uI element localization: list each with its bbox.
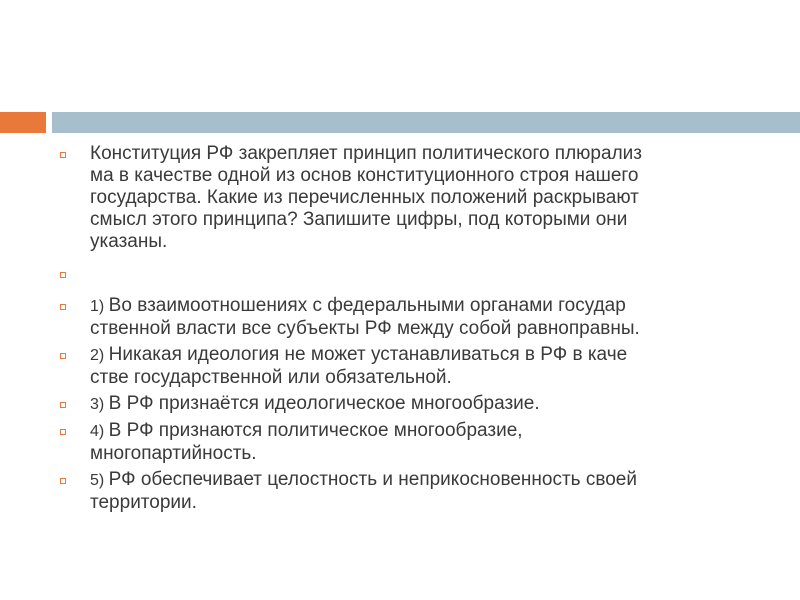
option-item-3	[58, 393, 778, 416]
slide-content	[58, 143, 778, 518]
question-text: Конституция РФ закрепляет принцип политического плюрализ ма в качестве одной из основ конституционного строя нашего государства. Какие из перечисленных положений раскрывают смысл этого принципа? Запишите цифры, под которыми они указаны.	[90, 143, 642, 252]
square-bullet-icon	[60, 353, 66, 359]
question-item	[58, 143, 778, 253]
option-text: Никакая идеология не может устанавливаться в РФ в каче стве государственной или обязательной.	[90, 344, 628, 388]
square-bullet-icon	[60, 478, 66, 484]
option-text: В РФ признаётся идеологическое многообразие.	[108, 393, 540, 414]
option-number: 3)	[90, 396, 109, 413]
square-bullet-icon	[60, 272, 66, 278]
option-number: 5)	[90, 472, 109, 489]
option-item-1	[58, 295, 778, 340]
header-accent-orange	[0, 112, 46, 133]
option-text: РФ обеспечивает целостность и неприкосновенность своей территории.	[90, 469, 637, 513]
option-number: 4)	[90, 423, 109, 440]
empty-item	[58, 263, 778, 285]
option-number: 2)	[90, 347, 109, 364]
square-bullet-icon	[60, 152, 66, 158]
option-number: 1)	[90, 298, 109, 315]
square-bullet-icon	[60, 402, 66, 408]
header-accent-blue	[52, 112, 800, 133]
option-item-4	[58, 420, 778, 465]
square-bullet-icon	[60, 304, 66, 310]
option-item-5	[58, 469, 778, 514]
option-text: Во взаимоотношениях с федеральными органами государ ственной власти все субъекты РФ между собой равноправны.	[90, 295, 640, 339]
option-item-2	[58, 344, 778, 389]
option-text: В РФ признаются политическое многообразие, многопартийность.	[90, 420, 523, 464]
square-bullet-icon	[60, 429, 66, 435]
